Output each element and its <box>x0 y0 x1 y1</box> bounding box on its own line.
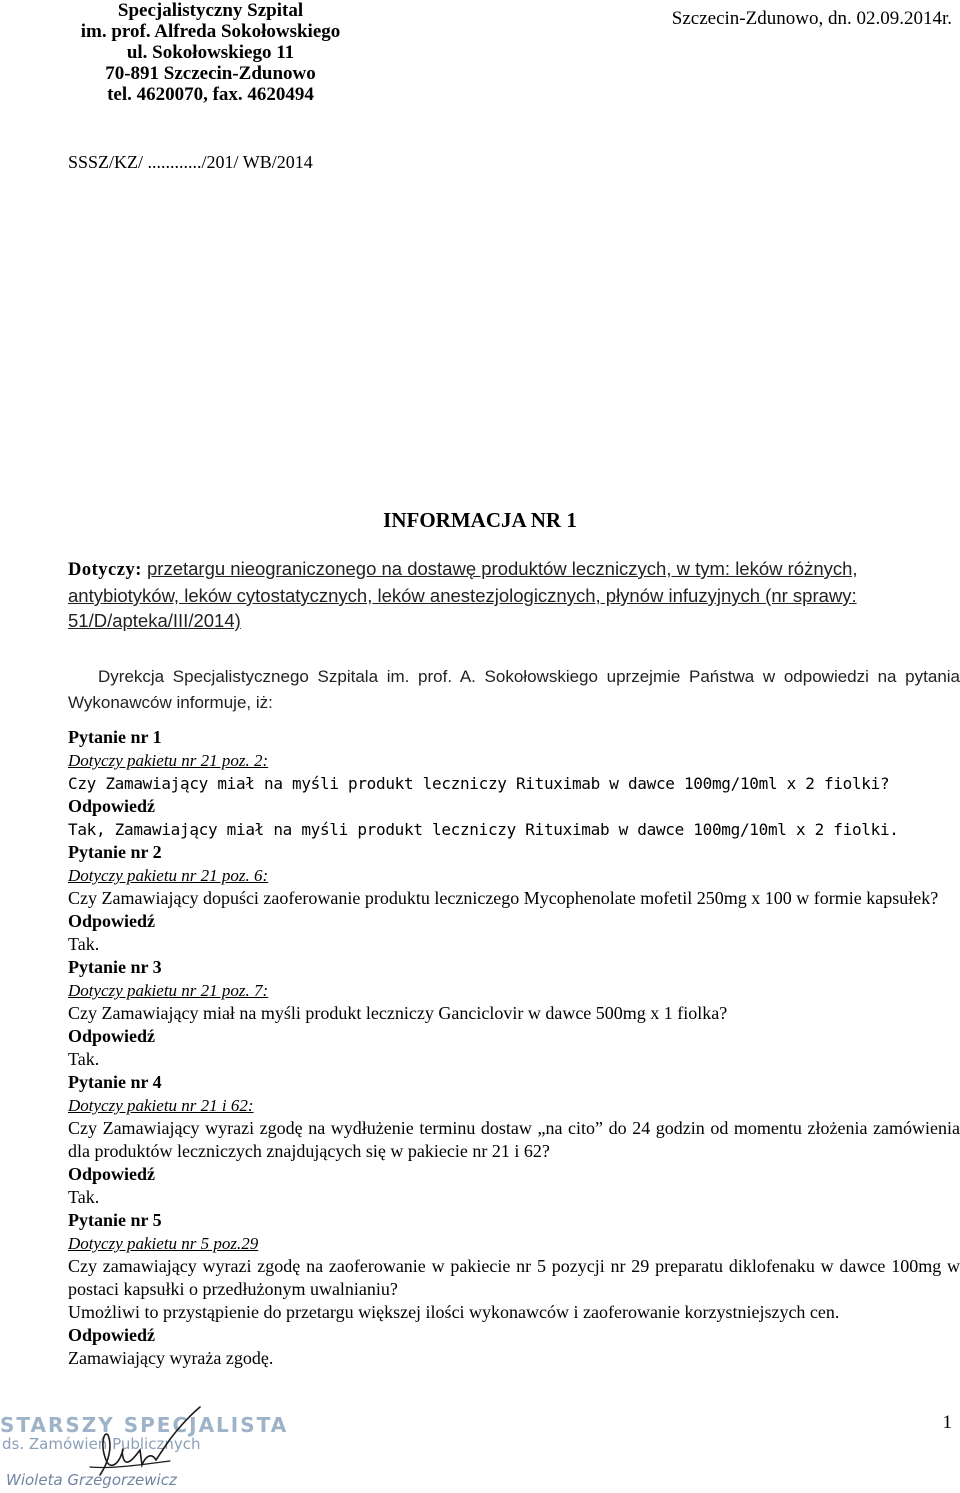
document-date: Szczecin-Zdunowo, dn. 02.09.2014r. <box>671 8 952 29</box>
question-heading: Pytanie nr 5 <box>68 1210 162 1230</box>
stamp-name: Wioleta Grzegorzewicz <box>6 1471 177 1489</box>
sender-line: im. prof. Alfreda Sokołowskiego <box>80 21 341 42</box>
answer-label: Odpowiedź <box>68 1325 156 1345</box>
question-heading: Pytanie nr 4 <box>68 1072 162 1092</box>
document-title: INFORMACJA NR 1 <box>383 508 577 532</box>
answer-text: Tak, Zamawiający miał na myśli produkt leczniczy Rituximab w dawce 100mg/10ml x 2 fiolki. <box>68 820 899 839</box>
sender-line: Specjalistyczny Szpital <box>117 0 304 21</box>
reference-number: SSSZ/KZ/ ............/201/ WB/2014 <box>68 152 313 172</box>
stamp-department: ds. Zamówień Publicznych <box>2 1435 201 1453</box>
question-text: Czy Zamawiający dopuści zaoferowanie produktu leczniczego Mycophenolate mofetil 250mg x 100 w formie kapsułek? <box>68 888 939 908</box>
question-reference: Dotyczy pakietu nr 21 poz. 6: <box>68 866 269 885</box>
answer-label: Odpowiedź <box>68 1026 156 1046</box>
answer-label: Odpowiedź <box>68 796 156 816</box>
answer-text: Tak. <box>68 1187 100 1207</box>
answer-text: Tak. <box>68 934 100 954</box>
signature-icon <box>70 1405 220 1493</box>
sender-line: tel. 4620070, fax. 4620494 <box>107 84 314 105</box>
question-heading: Pytanie nr 1 <box>68 727 162 747</box>
question-reference: Dotyczy pakietu nr 5 poz.29 <box>68 1234 259 1253</box>
page-number: 1 <box>942 1412 952 1433</box>
sender-address-block <box>68 0 353 105</box>
question-text: Czy Zamawiający wyrazi zgodę na wydłużenie terminu dostaw „na cito” do 24 godzin od momentu złożenia zamówienia dla produktów leczniczych znajdujących się w pakiecie nr 21 i 62? <box>68 1118 960 1161</box>
subject-text: przetargu nieograniczonego na dostawę produktów leczniczych, w tym: leków różnych, antybiotyków, leków cytostatycznych, leków anestezjologicznych, płynów infuzyjnych (nr sprawy: 51/D/apteka/III/2014) <box>68 558 858 631</box>
question-text: Czy zamawiający wyrazi zgodę na zaoferowanie w pakiecie nr 5 pozycji nr 29 preparatu diklofenaku w dawce 100mg w postaci kapsułki o przedłużonym uwalnianiu? <box>68 1256 960 1299</box>
sender-line: 70-891 Szczecin-Zdunowo <box>105 63 316 84</box>
answer-text: Zamawiający wyraża zgodę. <box>68 1348 274 1368</box>
question-text: Czy Zamawiający miał na myśli produkt leczniczy Ganciclovir w dawce 500mg x 1 fiolka? <box>68 1003 728 1023</box>
questions-section <box>68 726 960 1370</box>
answer-label: Odpowiedź <box>68 1164 156 1184</box>
answer-text: Tak. <box>68 1049 100 1069</box>
question-text-extra: Umożliwi to przystąpienie do przetargu większej ilości wykonawców i zaoferowanie korzystniejszych cen. <box>68 1302 840 1322</box>
stamp-title: STARSZY SPECJALISTA <box>0 1413 289 1437</box>
intro-paragraph: Dyrekcja Specjalistycznego Szpitala im. prof. A. Sokołowskiego uprzejmie Państwa w odpowiedzi na pytania Wykonawców informuje, iż: <box>68 667 960 712</box>
answer-label: Odpowiedź <box>68 911 156 931</box>
question-heading: Pytanie nr 2 <box>68 842 162 862</box>
question-text: Czy Zamawiający miał na myśli produkt leczniczy Rituximab w dawce 100mg/10ml x 2 fiolki? <box>68 774 890 793</box>
question-reference: Dotyczy pakietu nr 21 i 62: <box>68 1096 254 1115</box>
sender-line: ul. Sokołowskiego 11 <box>126 42 295 63</box>
question-reference: Dotyczy pakietu nr 21 poz. 7: <box>68 981 269 1000</box>
subject-label: Dotyczy: <box>68 560 142 580</box>
subject-block <box>68 556 958 633</box>
official-stamp <box>0 1405 289 1493</box>
question-heading: Pytanie nr 3 <box>68 957 162 977</box>
question-reference: Dotyczy pakietu nr 21 poz. 2: <box>68 751 269 770</box>
